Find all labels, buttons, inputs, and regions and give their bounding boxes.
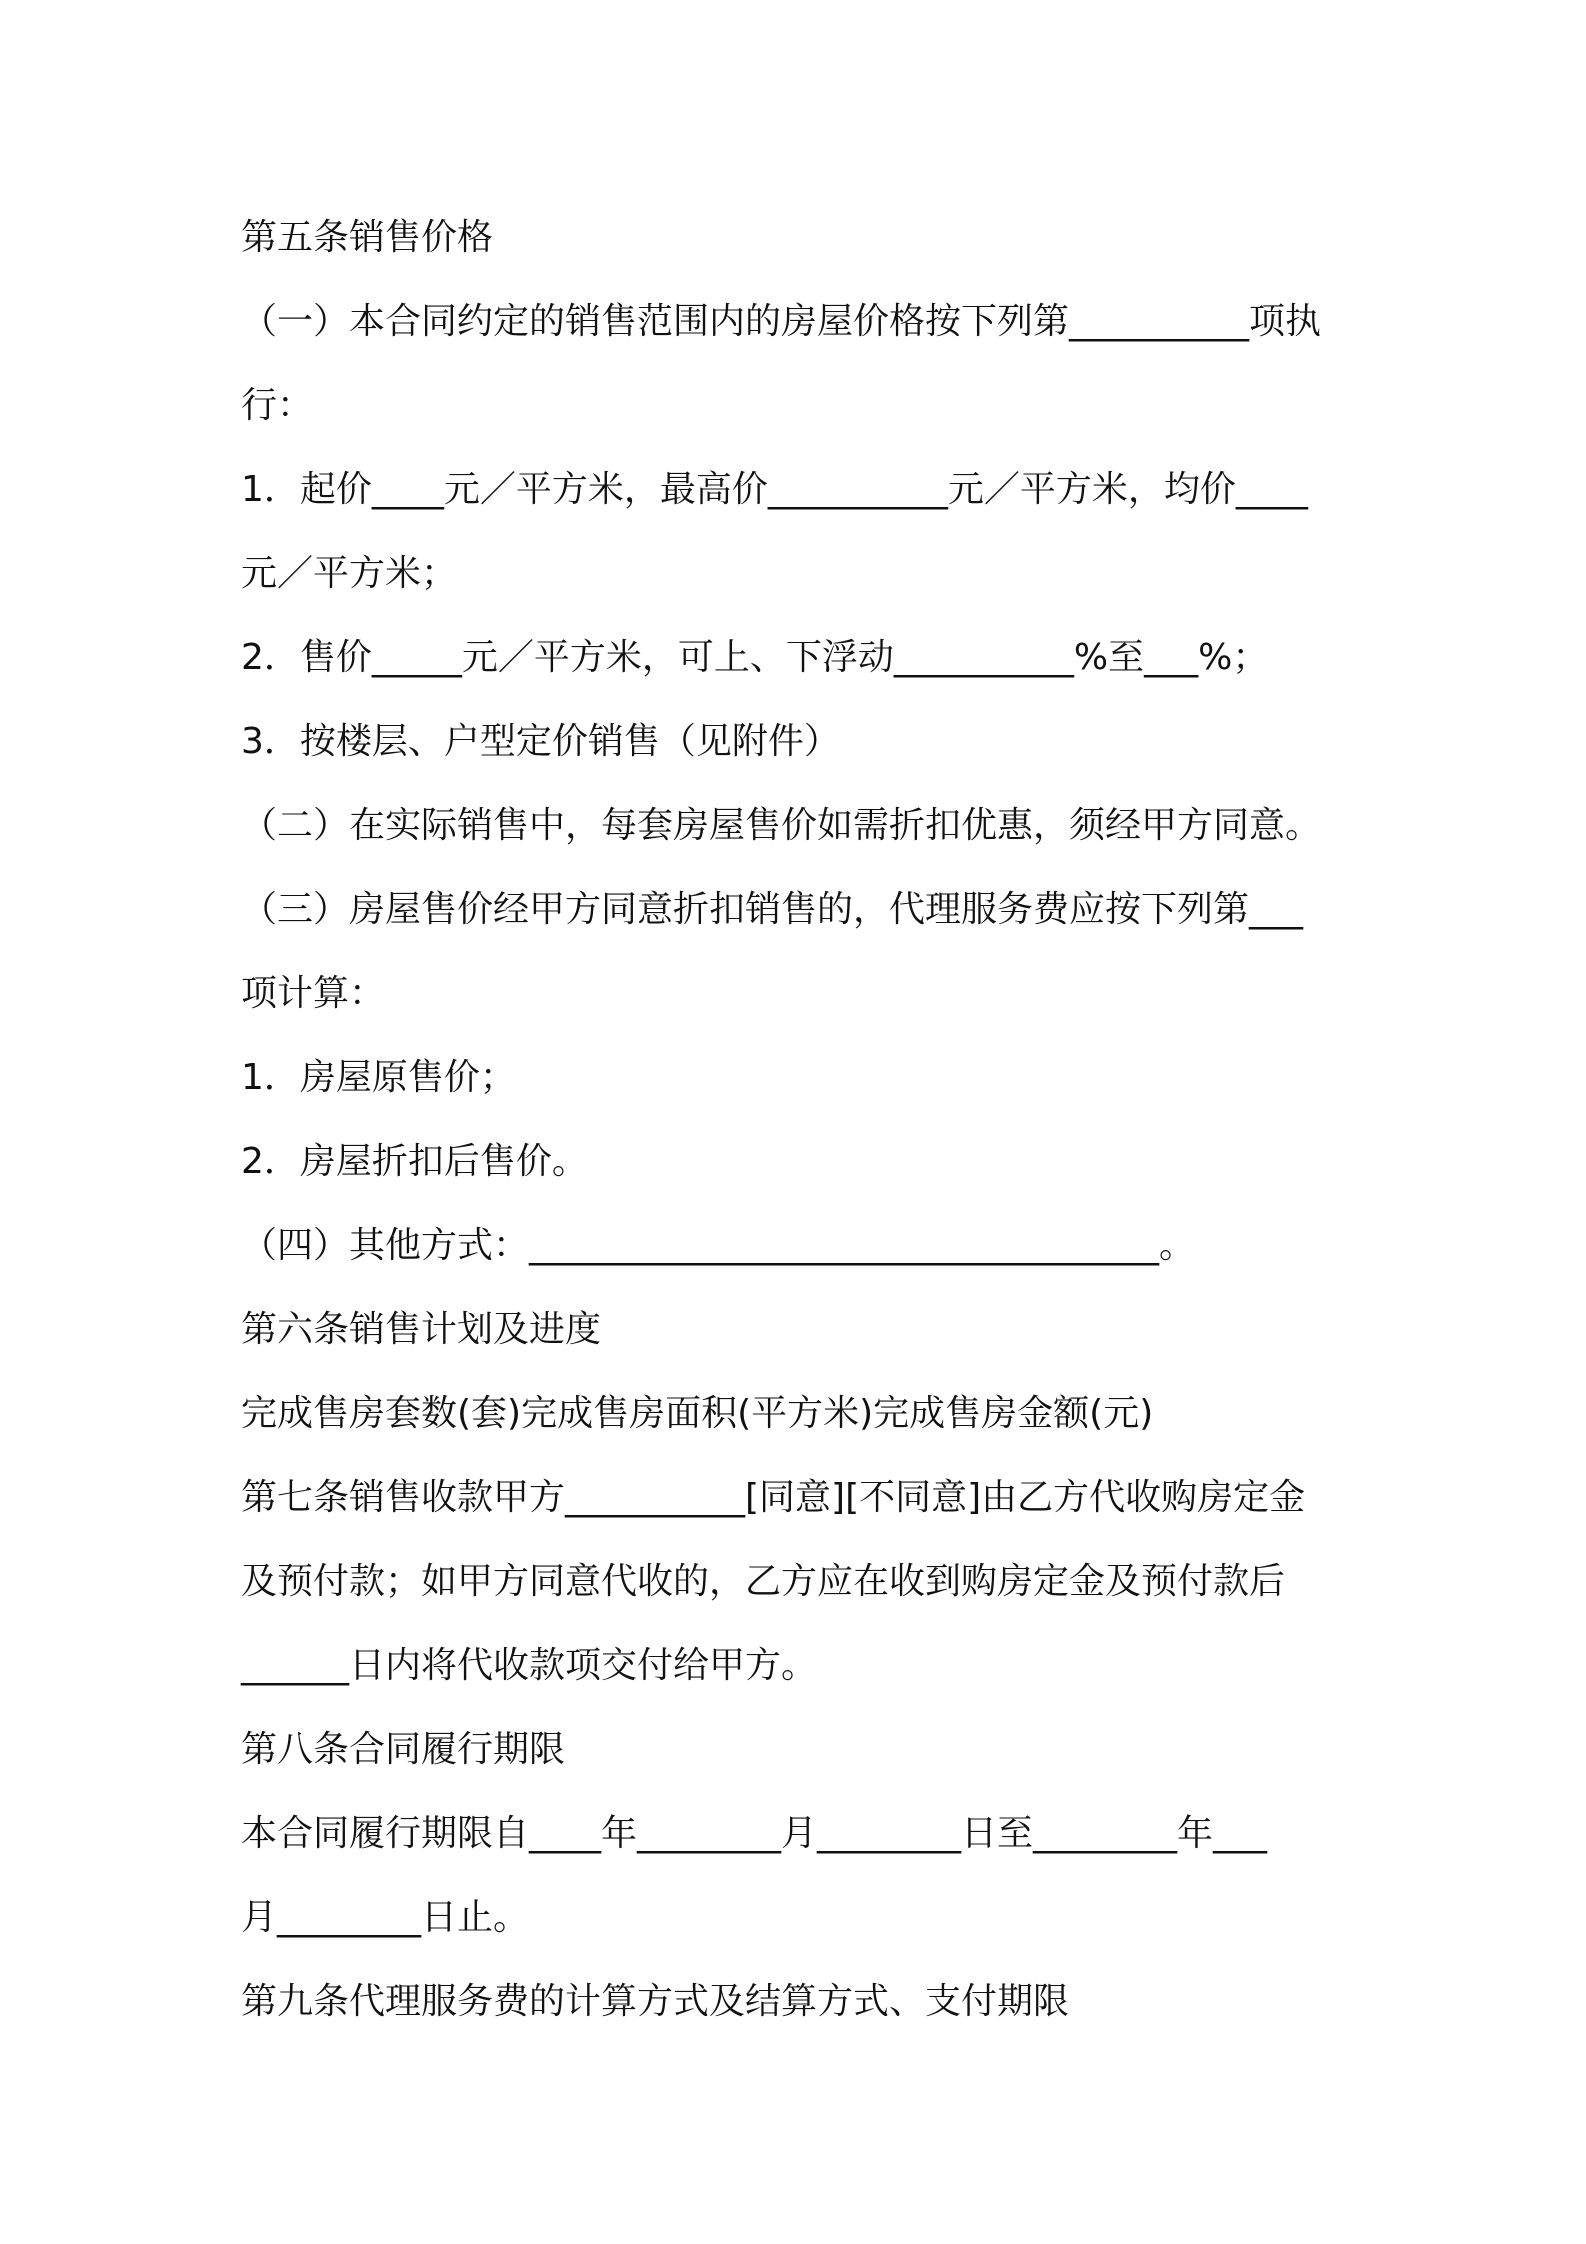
- article-5-heading: 第五条销售价格: [241, 217, 494, 258]
- paragraph-3-line-1: （三）房屋售价经甲方同意折扣销售的，代理服务费应按下列第___: [241, 889, 1304, 930]
- paragraph-1-line-1: （一）本合同约定的销售范围内的房屋价格按下列第__________项执: [241, 301, 1322, 342]
- contract-text: [241, 196, 1351, 2044]
- option-2: 2．房屋折扣后售价。: [241, 1141, 588, 1182]
- paragraph-1-line-2: 行：: [241, 385, 314, 426]
- item-1-line-2: 元／平方米；: [241, 553, 458, 594]
- item-3: 3．按楼层、户型定价销售（见附件）: [241, 721, 840, 762]
- article-8-line-1: 本合同履行期限自____年________月________日至________年___: [241, 1813, 1268, 1854]
- item-2: 2．售价_____元／平方米，可上、下浮动__________%至___%；: [241, 637, 1269, 678]
- article-7-line-3: ______日内将代收款项交付给甲方。: [241, 1645, 818, 1686]
- article-6-heading: 第六条销售计划及进度: [241, 1309, 602, 1350]
- article-8-line-2: 月________日止。: [241, 1897, 530, 1938]
- article-7-line-1: 第七条销售收款甲方__________[同意][不同意]由乙方代收购房定金: [241, 1477, 1306, 1518]
- paragraph-3-line-2: 项计算：: [241, 973, 386, 1014]
- item-1-line-1: 1．起价____元／平方米，最高价__________元／平方米，均价____: [241, 469, 1308, 510]
- paragraph-4: （四）其他方式：___________________________________。: [241, 1225, 1196, 1266]
- option-1: 1．房屋原售价；: [241, 1057, 516, 1098]
- article-7-line-2: 及预付款；如甲方同意代收的，乙方应在收到购房定金及预付款后: [241, 1561, 1286, 1602]
- paragraph-2: （二）在实际销售中，每套房屋售价如需折扣优惠，须经甲方同意。: [241, 805, 1322, 846]
- sales-plan-table-header: 完成售房套数(套)完成售房面积(平方米)完成售房金额(元): [241, 1393, 1154, 1434]
- article-8-heading: 第八条合同履行期限: [241, 1729, 566, 1770]
- article-9-heading: 第九条代理服务费的计算方式及结算方式、支付期限: [241, 1981, 1070, 2022]
